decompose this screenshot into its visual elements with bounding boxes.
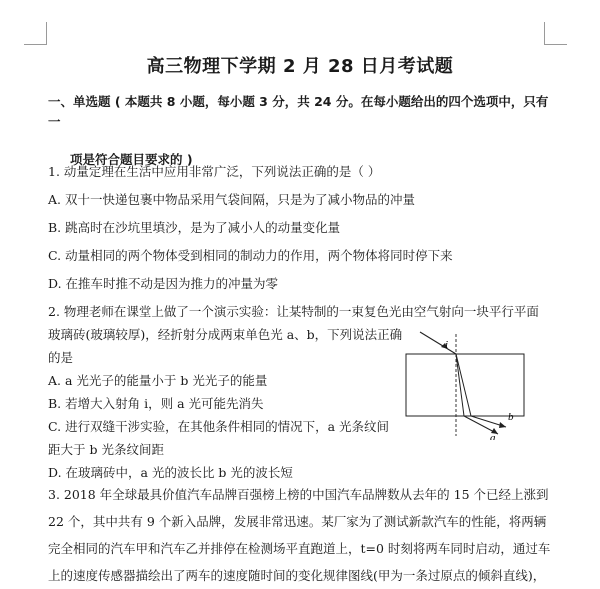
ray-b-arrow-icon <box>499 422 506 428</box>
ray-a-label: a <box>490 432 496 440</box>
question-2-stem-line-3: 的是 <box>48 350 74 365</box>
question-2-stem-line-1: 2. 物理老师在课堂上做了一个演示实验：让某特制的一束复色光由空气射向一块平行平面 <box>48 304 539 319</box>
question-1-option-c: C. 动量相同的两个物体受到相同的制动力的作用，两个物体将同时停下来 <box>48 248 453 263</box>
page-title: 高三物理下学期 2 月 28 日月考试题 <box>146 56 454 77</box>
section-heading-line-1: 一、单选题 ( 本题共 8 小题，每小题 3 分，共 24 分。在每小题给出的四个选项中，只有一 <box>48 94 549 129</box>
incident-ray <box>420 332 456 354</box>
question-1-option-a: A. 双十一快递包裹中物品采用气袋间隔，只是为了减小物品的冲量 <box>48 192 415 207</box>
question-2-stem-line-2: 玻璃砖(玻璃较厚)，经折射分成两束单色光 a、b，下列说法正确 <box>48 327 403 342</box>
section-heading-line-2: 项是符合题目要求的 ) <box>70 152 193 167</box>
refraction-diagram <box>400 330 530 440</box>
incidence-angle-label: i <box>445 339 449 351</box>
glass-block <box>406 354 524 416</box>
page-corner-mark-left <box>24 22 47 45</box>
question-3-line-4: 上的速度传感器描绘出了两车的速度随时间的变化规律图线(甲为一条过原点的倾斜直线)， <box>48 568 546 583</box>
question-2-option-b: B. 若增大入射角 i，则 a 光可能先消失 <box>48 396 264 411</box>
question-2-option-c: C. 进行双缝干涉实验，在其他条件相同的情况下，a 光条纹间 <box>48 419 389 434</box>
question-3-line-3: 完全相同的汽车甲和汽车乙并排停在检测场平直跑道上，t=0 时刻将两车同时启动，通过车 <box>48 541 551 556</box>
question-1-option-d: D. 在推车时推不动是因为推力的冲量为零 <box>48 276 279 291</box>
question-3-line-1: 3. 2018 年全球最具价值汽车品牌百强榜上榜的中国汽车品牌数从去年的 15 个已经上涨到 <box>48 487 549 502</box>
refracted-ray-b <box>456 354 471 416</box>
question-3-line-2: 22 个，其中共有 9 个新入品牌，发展非常迅速。某厂家为了测试新款汽车的性能，将两辆 <box>48 514 547 529</box>
question-1-stem: 1. 动量定理在生活中应用非常广泛，下列说法正确的是（ ） <box>48 164 381 179</box>
question-2-option-a: A. a 光光子的能量小于 b 光光子的能量 <box>48 373 268 388</box>
question-2-option-d: D. 在玻璃砖中，a 光的波长比 b 光的波长短 <box>48 465 293 480</box>
section-heading <box>48 92 558 170</box>
ray-b-label: b <box>508 411 514 423</box>
refracted-ray-a <box>456 354 464 416</box>
page-corner-mark-right <box>544 22 567 45</box>
question-2-option-c-cont: 距大于 b 光条纹间距 <box>48 442 164 457</box>
question-1-option-b: B. 跳高时在沙坑里填沙，是为了减小人的动量变化量 <box>48 220 341 235</box>
